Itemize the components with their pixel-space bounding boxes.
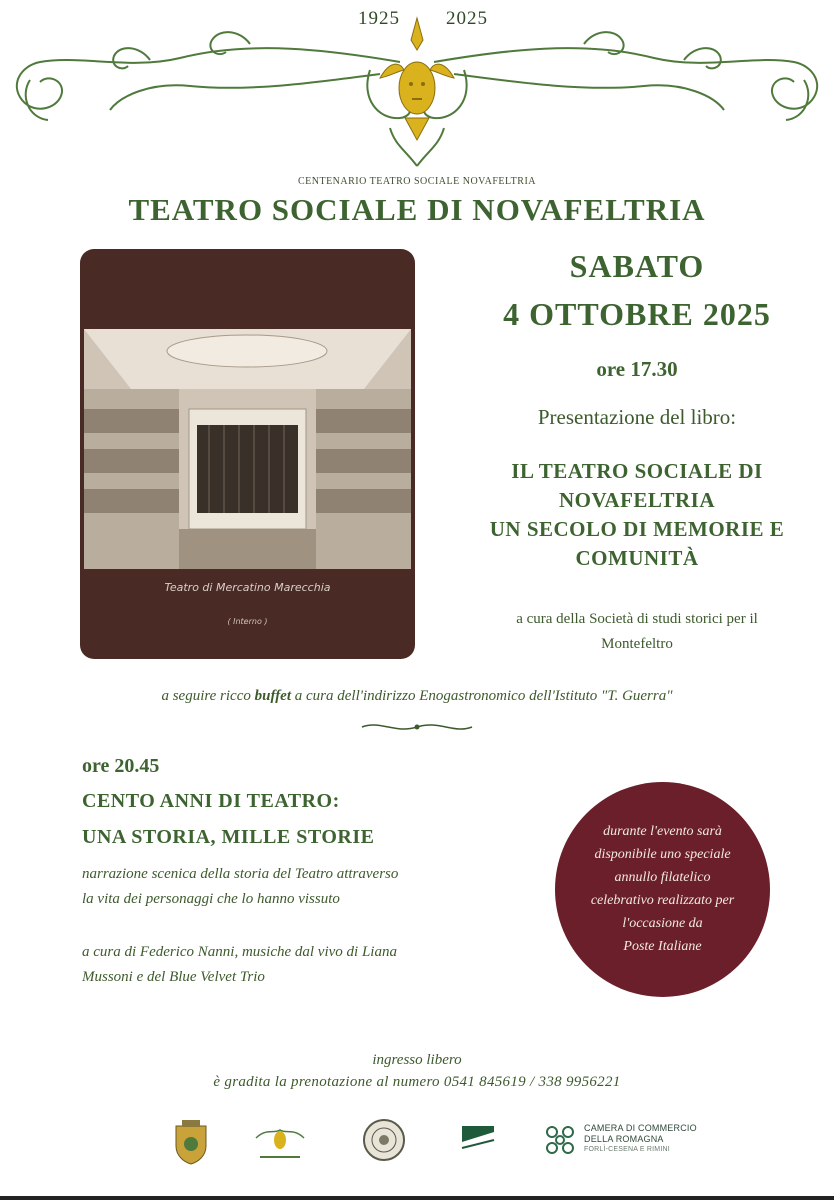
page-title: TEATRO SOCIALE DI NOVAFELTRIA (128, 192, 706, 227)
regione-logo (458, 1118, 498, 1168)
credits-line: Mussoni e del Blue Velvet Trio (82, 969, 265, 985)
notice-line: Poste Italiane (623, 939, 702, 954)
camera-commercio-logo (542, 1120, 722, 1160)
curator-line: Montefeltro (601, 636, 673, 652)
evening-credits (82, 940, 512, 990)
book-title-line: COMUNITÀ (575, 546, 699, 570)
description-line: narrazione scenica della storia del Teatro attraverso (82, 866, 399, 882)
year-end: 2025 (446, 8, 488, 29)
book-title (440, 457, 834, 573)
booking-note: è gradita la prenotazione al numero 0541 845619 / 338 9956221 (213, 1074, 621, 1090)
photo-subcaption: ( Interno ) (227, 617, 268, 626)
camera-commercio-mark-icon (542, 1122, 578, 1158)
credits-line: a cura di Federico Nanni, musiche dal vivo di Liana (82, 944, 397, 960)
camera-commercio-name (584, 1123, 697, 1145)
camera-commercio-subtitle: FORLÌ-CESENA E RIMINI (584, 1146, 670, 1153)
notice-line: durante l'evento sarà (603, 824, 722, 839)
centenario-label: CENTENARIO TEATRO SOCIALE NOVAFELTRIA (297, 176, 537, 187)
book-curator (440, 607, 834, 657)
buffet-text-post: a cura dell'indirizzo Enogastronomico dell'Istituto "T. Guerra" (291, 688, 673, 704)
evening-title-line1: CENTO ANNI DI TEATRO: (82, 790, 340, 812)
event-date: 4 OTTOBRE 2025 (503, 296, 771, 332)
comune-crest-logo (170, 1118, 212, 1168)
bottom-border (0, 1196, 834, 1200)
event-time-evening: ore 20.45 (82, 755, 160, 777)
header-ornament (0, 0, 834, 180)
description-line: la vita dei personaggi che lo hanno vissuto (82, 891, 340, 907)
notice-line: annullo filatelico (614, 870, 711, 885)
year-start: 1925 (358, 8, 400, 29)
philatelic-notice-badge (555, 782, 770, 997)
camera-name-line: CAMERA DI COMMERCIO (584, 1123, 697, 1133)
societa-studi-seal-logo (360, 1118, 408, 1168)
photo-caption: Teatro di Mercatino Marecchia (164, 581, 331, 594)
teatro-centenary-logo (252, 1118, 308, 1168)
curator-line: a cura della Società di studi storici per il (516, 611, 758, 627)
presentation-label: Presentazione del libro: (537, 405, 737, 429)
buffet-text-bold: buffet (254, 688, 292, 704)
book-title-line: IL TEATRO SOCIALE DI (511, 459, 763, 483)
buffet-note (0, 688, 834, 705)
evening-title-line2: UNA STORIA, MILLE STORIE (82, 826, 375, 848)
notice-line: l'occasione da (622, 916, 703, 931)
ornamental-divider (360, 718, 474, 736)
event-day: SABATO (569, 248, 705, 284)
notice-line: celebrativo realizzato per (590, 893, 735, 908)
philatelic-notice-text (555, 820, 770, 958)
theatre-photo (80, 249, 415, 659)
book-title-line: NOVAFELTRIA (558, 488, 716, 512)
event-time-afternoon: ore 17.30 (596, 357, 678, 381)
theatre-interior-image (84, 329, 411, 569)
book-title-line: UN SECOLO DI MEMORIE E (489, 517, 785, 541)
notice-line: disponibile uno speciale (594, 847, 731, 862)
free-entry-note: ingresso libero (372, 1052, 462, 1068)
buffet-text-pre: a seguire ricco (161, 688, 255, 704)
evening-description (82, 862, 512, 912)
camera-name-line: DELLA ROMAGNA (584, 1134, 664, 1144)
